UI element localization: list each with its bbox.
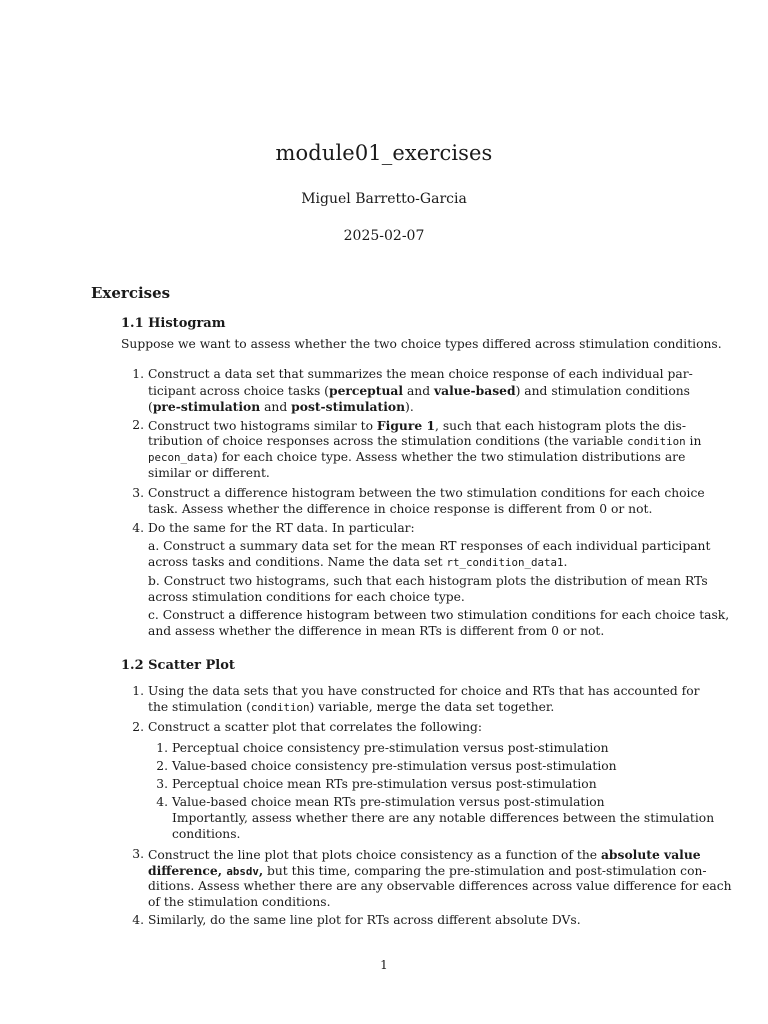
list-item-line: (pre-stimulation and post-stimulation). xyxy=(148,399,414,414)
list-item-number: 4. xyxy=(132,521,144,535)
sublist-item: Perceptual choice consistency pre-stimulation versus post-stimulation xyxy=(172,741,609,755)
list-item-line: Construct a data set that summarizes the mean choice response of each individual par- xyxy=(148,367,693,381)
list-item-line: task. Assess whether the difference in choice response is different from 0 or not. xyxy=(148,502,653,516)
list-item-number: 2. xyxy=(132,418,144,432)
list-item-line: Construct the line plot that plots choice consistency as a function of the absolute value xyxy=(148,847,701,862)
sublist-item-number: 4. xyxy=(156,795,168,809)
list-item-line: ditions. Assess whether there are any observable differences across value difference for each xyxy=(148,879,732,893)
list-item-line: similar or different. xyxy=(148,466,270,480)
subsection-heading-scatter-plot: 1.2 Scatter Plot xyxy=(121,658,235,673)
list-item-line: Using the data sets that you have constructed for choice and RTs that has accounted for xyxy=(148,684,700,698)
list-item-line: Construct a difference histogram between the two stimulation conditions for each choice xyxy=(148,486,705,500)
section-heading: Exercises xyxy=(91,284,171,302)
list-item-number: 1. xyxy=(132,367,144,381)
list-item-line: across stimulation conditions for each choice type. xyxy=(148,590,465,604)
list-item-line: tribution of choice responses across the stimulation conditions (the variable condition in xyxy=(148,434,702,448)
list-item-line: difference, absdv, but this time, comparing the pre-stimulation and post-stimulation con- xyxy=(148,863,707,878)
document-date: 2025-02-07 xyxy=(343,228,425,244)
list-item-line: of the stimulation conditions. xyxy=(148,895,331,909)
list-item-number: 3. xyxy=(132,486,144,500)
list-item-line: b. Construct two histograms, such that each histogram plots the distribution of mean RTs xyxy=(148,574,708,588)
document-title: module01_exercises xyxy=(275,141,493,165)
list-item-number: 1. xyxy=(132,684,144,698)
list-item-number: 3. xyxy=(132,847,144,861)
page-number: 1 xyxy=(380,958,388,972)
histogram-intro: Suppose we want to assess whether the two choice types differed across stimulation conditions. xyxy=(121,337,722,351)
sublist-item: Value-based choice consistency pre-stimulation versus post-stimulation xyxy=(172,759,617,773)
list-item-number: 2. xyxy=(132,720,144,734)
sublist-item-number: 1. xyxy=(156,741,168,755)
subsection-heading-histogram: 1.1 Histogram xyxy=(121,316,226,331)
list-item-line: Construct two histograms similar to Figure 1, such that each histogram plots the dis- xyxy=(148,418,686,433)
sublist-item: Value-based choice mean RTs pre-stimulation versus post-stimulation xyxy=(172,795,605,809)
list-item-line: c. Construct a difference histogram between two stimulation conditions for each choice task, xyxy=(148,608,730,622)
list-item-line: ticipant across choice tasks (perceptual and value-based) and stimulation conditions xyxy=(148,383,690,398)
sublist-item-number: 2. xyxy=(156,759,168,773)
list-item-line: across tasks and conditions. Name the data set rt_condition_data1. xyxy=(148,555,568,569)
sublist-item-number: 3. xyxy=(156,777,168,791)
list-item-line: Similarly, do the same line plot for RTs across different absolute DVs. xyxy=(148,913,581,927)
sublist-item: Perceptual choice mean RTs pre-stimulation versus post-stimulation xyxy=(172,777,597,791)
list-item-line: and assess whether the difference in mean RTs is different from 0 or not. xyxy=(148,624,605,638)
list-item-line: a. Construct a summary data set for the mean RT responses of each individual participant xyxy=(148,539,711,553)
sublist-note-line: Importantly, assess whether there are any notable differences between the stimulation xyxy=(172,811,715,825)
sublist-note-line: conditions. xyxy=(172,827,241,841)
list-item-line: pecon_data) for each choice type. Assess whether the two stimulation distributions are xyxy=(148,450,686,464)
list-item-line: Do the same for the RT data. In particular: xyxy=(148,521,415,535)
list-item-number: 4. xyxy=(132,913,144,927)
list-item-line: Construct a scatter plot that correlates the following: xyxy=(148,720,483,734)
list-item-line: the stimulation (condition) variable, merge the data set together. xyxy=(148,700,555,714)
document-author: Miguel Barretto-Garcia xyxy=(301,191,467,207)
